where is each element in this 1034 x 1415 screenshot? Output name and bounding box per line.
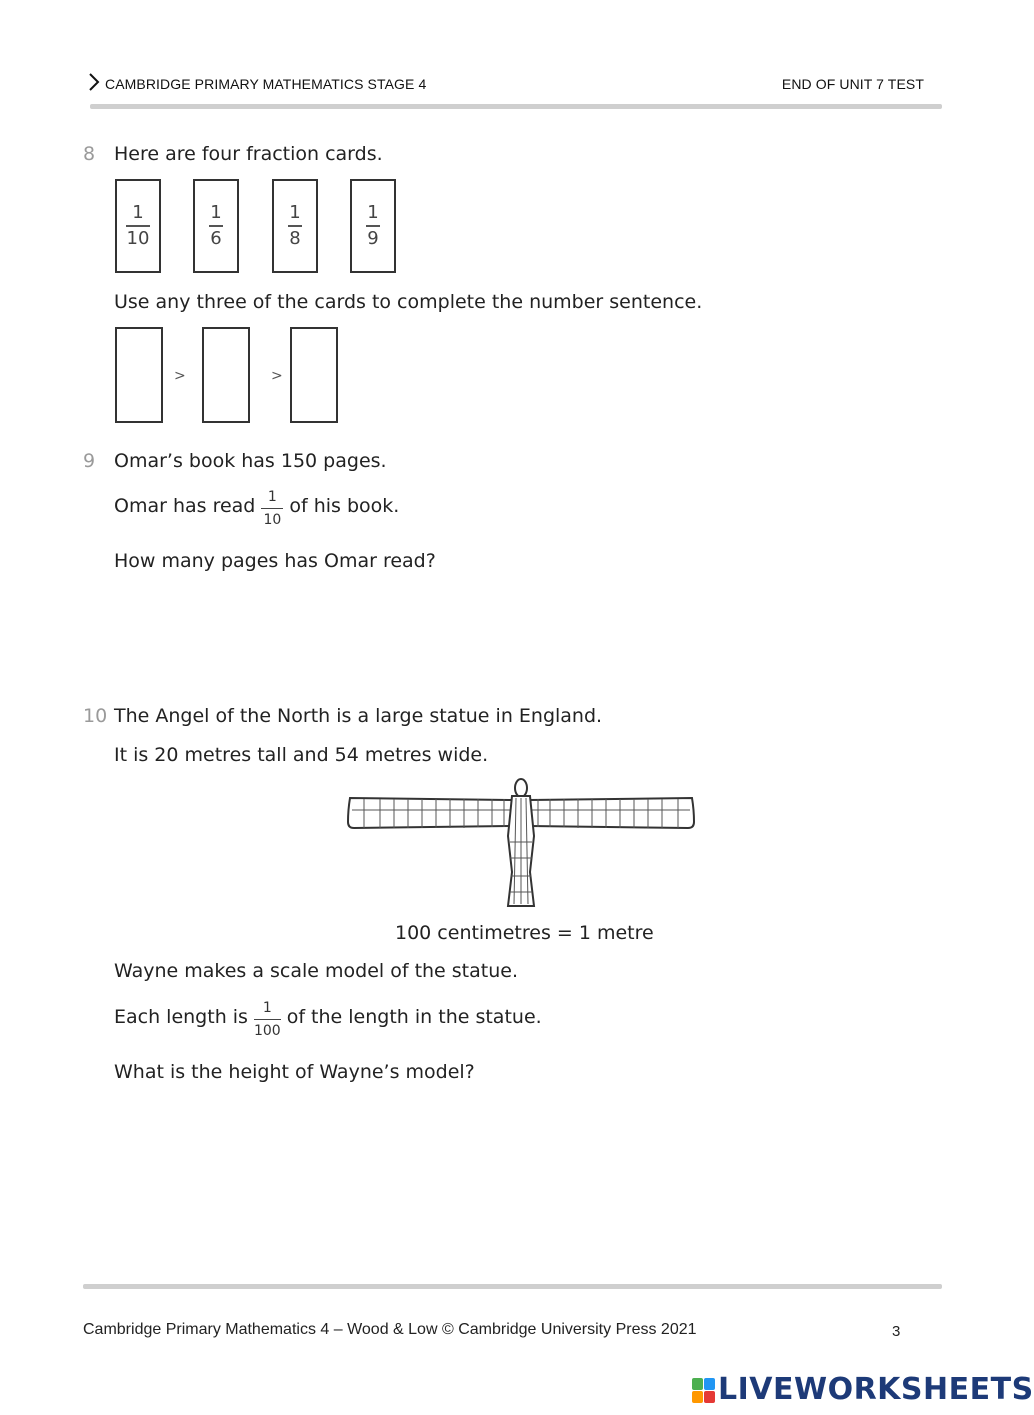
- fraction-one-tenth: $\frac{1}{10}$: [261, 490, 283, 527]
- liveworksheets-logo-icon: [692, 1378, 716, 1409]
- fraction-card-1-9: $\frac{1}{9}$: [350, 179, 396, 273]
- fraction-one-hundredth: $\frac{1}{100}$: [253, 1000, 281, 1039]
- question-10-scale-caption: 100 centimetres = 1 metre: [395, 922, 654, 944]
- header-test-name: END OF UNIT 7 TEST: [781, 76, 924, 92]
- greater-than-symbol-1: >: [174, 368, 186, 384]
- question-8-text: Here are four fraction cards.: [114, 143, 383, 165]
- header-title: CAMBRIDGE PRIMARY MATHEMATICS STAGE 4: [105, 76, 427, 92]
- fraction-card-1-8: $\frac{1}{8}$: [272, 179, 318, 273]
- question-10-line-1: The Angel of the North is a large statue in England.: [114, 705, 603, 727]
- liveworksheets-logo-text: LIVEWORKSHEETS: [718, 1372, 1034, 1407]
- answer-box-3[interactable]: [290, 327, 338, 423]
- question-10-line-5: What is the height of Wayne’s model?: [114, 1061, 475, 1083]
- question-10-line-4: Each length is $\frac{1}{100}$ of the length in the statue.: [114, 1000, 542, 1039]
- answer-box-2[interactable]: [202, 327, 250, 423]
- question-9-line-1: Omar’s book has 150 pages.: [114, 450, 387, 472]
- fraction-card-1-10: $\frac{1}{10}$: [115, 179, 161, 273]
- page-number: 3: [892, 1323, 901, 1340]
- question-9-line-2: Omar has read $\frac{1}{10}$ of his book.: [114, 489, 400, 528]
- footer-divider: [83, 1284, 942, 1289]
- header-chevron-icon: [88, 72, 100, 97]
- question-9-line-3: How many pages has Omar read?: [114, 550, 436, 572]
- question-8-number: 8: [83, 143, 96, 165]
- angel-of-the-north-illustration: [344, 776, 698, 915]
- question-8-instruction: Use any three of the cards to complete the number sentence.: [114, 291, 703, 313]
- question-10-line-3: Wayne makes a scale model of the statue.: [114, 960, 519, 982]
- header-divider: [90, 104, 942, 109]
- greater-than-symbol-2: >: [271, 368, 283, 384]
- answer-box-1[interactable]: [115, 327, 163, 423]
- fraction-card-1-6: $\frac{1}{6}$: [193, 179, 239, 273]
- question-9-number: 9: [83, 450, 96, 472]
- question-10-line-2: It is 20 metres tall and 54 metres wide.: [114, 744, 489, 766]
- footer-credit: Cambridge Primary Mathematics 4 – Wood & Low © Cambridge University Press 2021: [83, 1321, 697, 1338]
- question-10-number: 10: [83, 705, 108, 727]
